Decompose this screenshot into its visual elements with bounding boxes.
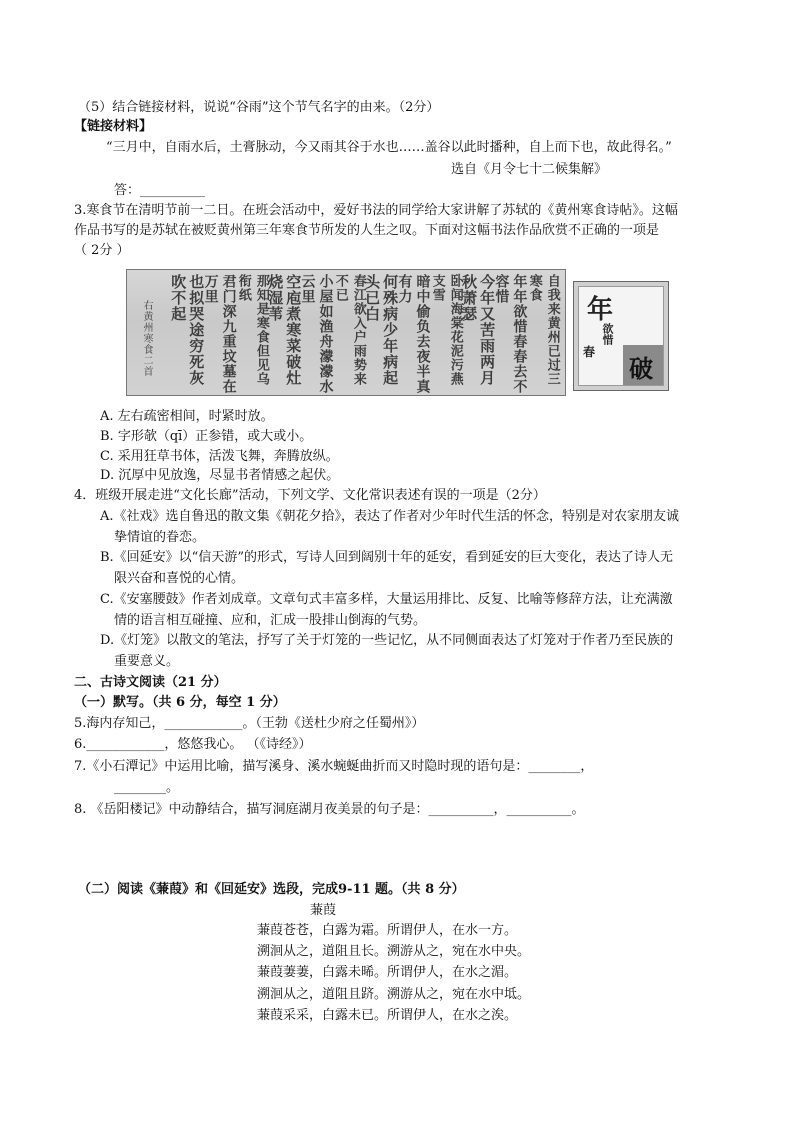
calligraphy-column: 暗中偷负去夜半真有力	[396, 274, 431, 394]
section2-sub2: （二）阅读《蒹葭》和《回延安》选段，完成9-11 题。（共 8 分）	[78, 882, 465, 897]
poem-line-4: 溯洄从之，道阻且跻。溯游从之，宛在水中坻。	[257, 987, 531, 1002]
q3-option-b: B. 字形欹（qī）正参错，或大或小。	[100, 429, 313, 444]
q3-option-c: C. 采用狂草书体，活泼飞舞，奔腾放纵。	[100, 449, 339, 464]
poem-line-5: 蒹葭采采，白露未已。所谓伊人，在水之涘。	[257, 1008, 518, 1023]
q7-dictation-line2: ________。	[114, 780, 180, 795]
q4-option-c-line1: C.《安塞腰鼓》作者刘成章。文章句式丰富多样，大量运用排比、反复、比喻等修辞方法，让充满激	[100, 592, 673, 607]
detail-char-3: 春	[583, 345, 596, 359]
q4-option-a-line1: A.《社戏》选自鲁迅的散文集《朝花夕拾》，表达了作者对少年时代生活的怀念，特别是对农家朋友诚	[100, 509, 680, 524]
q4-option-a-line2: 挚情谊的眷恋。	[114, 530, 206, 545]
calligraphy-column: 年年欲惜春春去不容惜	[493, 274, 528, 394]
q4-option-d-line2: 重要意义。	[114, 654, 180, 669]
calligraphy-column: 右黄州寒食二首	[141, 300, 152, 377]
calligraphy-column: 何殊病少年病起头已白	[363, 274, 400, 386]
q3-option-d: D. 沉厚中见放逸，尽显书者情感之起伏。	[100, 468, 340, 483]
q3-option-a: A. 左右疏密相间，时紧时放。	[100, 409, 274, 424]
link-material-source: 选自《月令七十二候集解》	[451, 162, 608, 177]
q5-dictation: 5.海内存知己，____________。（王勃《送杜少府之任蜀州》）	[74, 716, 425, 731]
q8-dictation: 8. 《岳阳楼记》中动静结合，描写洞庭湖月夜美景的句子是：__________，__________。	[74, 802, 585, 817]
calligraphy-column: 空庖煮寒菜破灶烧湿苇	[266, 274, 303, 386]
link-material-text: “三月中，自雨水后，土膏脉动，今又雨其谷于水也……盖谷以此时播种，自上而下也，故此得名。”	[106, 140, 672, 155]
detail-char-2: 欲惜	[601, 323, 614, 345]
calligraphy-column: 小屋如渔舟濛濛水云里	[299, 274, 334, 394]
calligraphy-column: 今年又苦雨两月秋萧瑟	[460, 274, 497, 386]
q4-option-b-line2: 限兴奋和喜悦的心情。	[114, 571, 245, 586]
q4-option-b-line1: B.《回延安》以“信天游”的形式，写诗人回到阔别十年的延安，看到延安的巨大变化，表达了诗人无	[100, 550, 673, 565]
calligraphy-detail-image	[573, 281, 669, 391]
poem-line-2: 溯洄从之，道阻且长。溯游从之，宛在水中央。	[257, 944, 531, 959]
section2-sub1: （一）默写。（共 6 分，每空 1 分）	[74, 695, 286, 710]
q4-stem: 4．班级开展走进“文化长廊”活动，下列文学、文化常识表述有误的一项是（2分）	[74, 488, 546, 503]
q7-dictation-line1: 7.《小石潭记》中运用比喻，描写溪身、溪水蜿蜒曲折而又时隐时现的语句是：________，	[74, 759, 594, 774]
q5-answer-blank: 答：__________	[114, 183, 206, 198]
calligraphy-column: 自我来黄州已过三寒食	[526, 274, 560, 386]
detail-char-1: 年	[587, 295, 614, 325]
calligraphy-column: 也拟哭途穷死灰吹不起	[169, 274, 206, 386]
calligraphy-column: 春江欲入户雨势来不已	[332, 274, 366, 386]
q3-stem-line3: （ 2分 ）	[74, 243, 130, 258]
q6-dictation: 6.____________，悠悠我心。 （《诗经》）	[74, 737, 312, 752]
calligraphy-column: 那知是寒食但见乌衔纸	[235, 274, 269, 386]
poem-line-3: 蒹葭萋萋，白露未晞。所谓伊人，在水之湄。	[257, 965, 518, 980]
q3-stem-line1: 3.寒食节在清明节前一二日。在班会活动中，爱好书法的同学给大家讲解了苏轼的《黄州寒食诗帖》。这幅	[74, 203, 678, 218]
section2-title: 二、古诗文阅读（21 分）	[74, 675, 227, 690]
detail-char-4: 破	[629, 354, 653, 383]
q3-stem-line2: 作品书写的是苏轼在被贬黄州第三年寒食节所发的人生之叹。下面对这幅书法作品欣赏不正确的一项是	[74, 223, 660, 238]
q4-option-c-line2: 情的语言相互碰撞、应和，汇成一股排山倒海的气势。	[114, 613, 427, 628]
link-material-title: 【链接材料】	[74, 119, 153, 134]
poem-line-1: 蒹葭苍苍，白露为霜。所谓伊人，在水一方。	[257, 923, 518, 938]
calligraphy-column: 卧闻海棠花泥污燕支雪	[429, 274, 463, 386]
calligraphy-image	[126, 269, 566, 396]
calligraphy-column: 君门深九重坟墓在万里	[202, 274, 237, 394]
q4-option-d-line1: D.《灯笼》以散文的笔法，抒写了关于灯笼的一些记忆，从不同侧面表达了灯笼对于作者乃至民族的	[100, 633, 674, 648]
q5-stem: （5）结合链接材料，说说“谷雨”这个节气名字的由来。（2分）	[78, 100, 440, 115]
poem-title: 蒹葭	[310, 903, 337, 918]
